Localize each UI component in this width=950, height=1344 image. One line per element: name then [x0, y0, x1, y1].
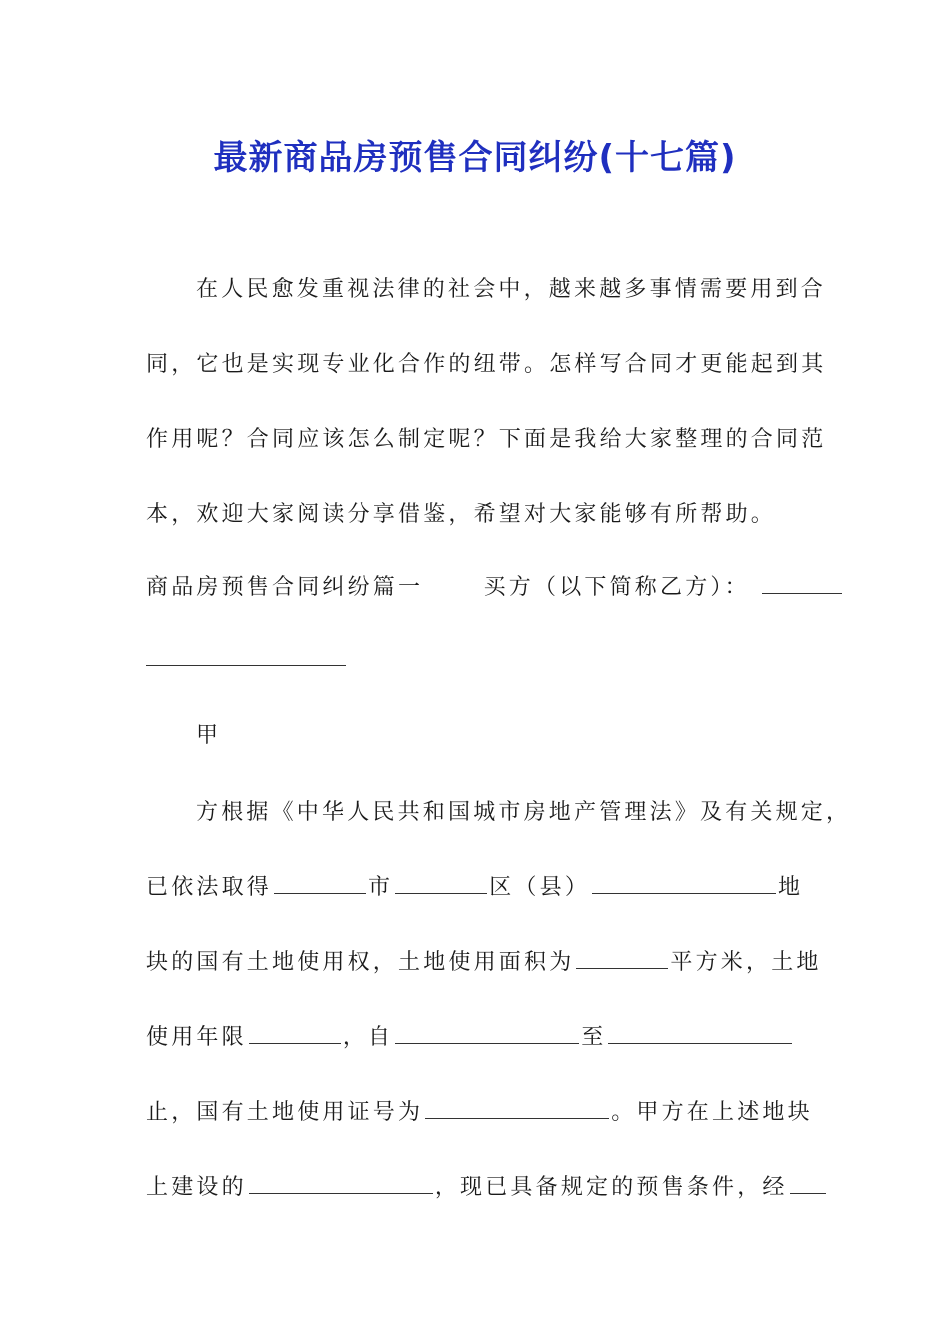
plot-blank: [592, 873, 776, 894]
buyer-name-blank: [762, 573, 842, 594]
certificate-blank: [425, 1098, 609, 1119]
text-presale-conditions: ，现已具备规定的预售条件，经: [434, 1175, 788, 1200]
text-obtained: 已依法取得: [146, 875, 273, 900]
body-line-6: [146, 1170, 828, 1201]
text-party-a-plot: 。甲方在上述地块: [611, 1100, 813, 1125]
body-line-5: [146, 1095, 813, 1126]
text-district: 区（县）: [489, 875, 591, 900]
text-to: 至: [581, 1025, 607, 1050]
text-square-meters: 平方米，土地: [670, 950, 822, 975]
document-title: 最新商品房预售合同纠纷(十七篇): [213, 138, 737, 178]
start-date-blank: [395, 1023, 579, 1044]
text-certificate: 止，国有土地使用证号为: [146, 1100, 424, 1125]
body-line-1: 方根据《中华人民共和国城市房地产管理法》及有关规定，: [196, 800, 852, 825]
section-heading-row: [146, 570, 844, 601]
text-from: ，自: [342, 1025, 394, 1050]
intro-line-1: 在人民愈发重视法律的社会中，越来越多事情需要用到合: [196, 277, 827, 302]
buyer-name-blank-continued: [146, 645, 346, 666]
body-line-3: [146, 945, 822, 976]
end-date-blank: [608, 1023, 792, 1044]
buyer-label: 买方（以下简称乙方）：: [483, 575, 750, 600]
text-city: 市: [368, 875, 394, 900]
city-blank: [274, 873, 366, 894]
intro-line-4: 本，欢迎大家阅读分享借鉴，希望对大家能够有所帮助。: [146, 502, 777, 527]
approval-blank: [790, 1173, 826, 1194]
text-plot: 地: [778, 875, 804, 900]
building-blank: [249, 1173, 433, 1194]
text-land-area: 块的国有土地使用权，土地使用面积为: [146, 950, 575, 975]
body-line-4: [146, 1020, 794, 1051]
buyer-name-blank-continued-row: [146, 645, 346, 672]
district-blank: [395, 873, 487, 894]
area-blank: [576, 948, 668, 969]
intro-line-2: 同，它也是实现专业化合作的纽带。怎样写合同才更能起到其: [146, 352, 827, 377]
intro-line-3: 作用呢？合同应该怎么制定呢？下面是我给大家整理的合同范: [146, 427, 827, 452]
section-heading: 商品房预售合同纠纷篇一: [146, 575, 424, 600]
party-a-label: 甲: [196, 723, 222, 748]
body-line-2: [146, 870, 803, 901]
text-built: 上建设的: [146, 1175, 247, 1200]
text-land-term: 使用年限: [146, 1025, 247, 1050]
term-blank: [249, 1023, 341, 1044]
